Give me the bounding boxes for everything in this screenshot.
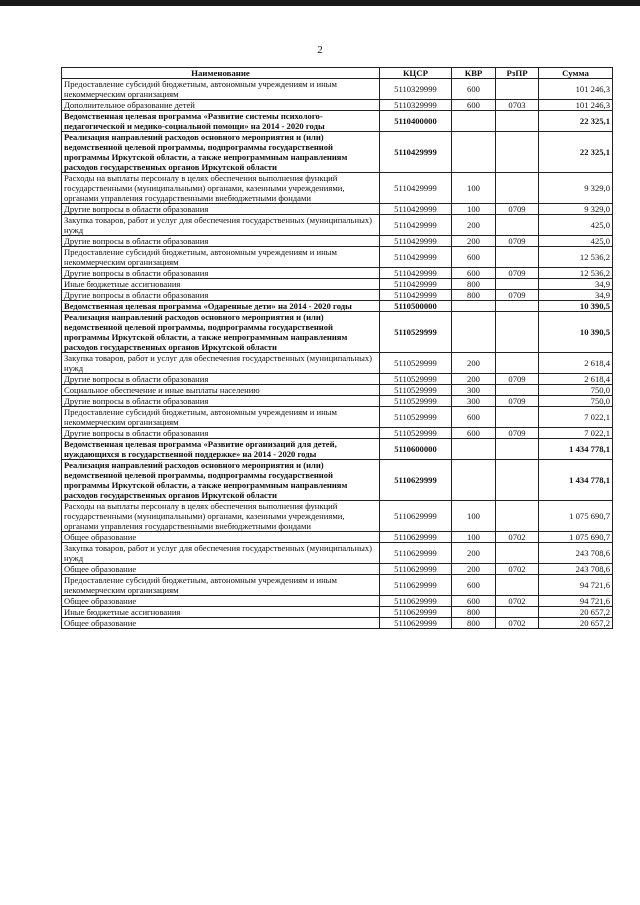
row-kvr-cell: 600 — [452, 428, 496, 439]
row-kcsr-cell: 5110629999 — [380, 618, 452, 629]
row-kcsr-cell: 5110529999 — [380, 385, 452, 396]
row-kcsr-cell: 5110629999 — [380, 532, 452, 543]
row-sum-cell: 2 618,4 — [539, 374, 613, 385]
row-rzpr-cell — [496, 407, 539, 428]
row-name-cell: Ведомственная целевая программа «Одаренные дети» на 2014 - 2020 годы — [62, 301, 380, 312]
row-kvr-cell: 200 — [452, 543, 496, 564]
row-sum-cell: 20 657,2 — [539, 618, 613, 629]
table-row — [62, 460, 613, 501]
table-header-row — [62, 68, 613, 79]
row-name-cell: Предоставление субсидий бюджетным, автономным учреждениям и иным некоммерческим организациям — [62, 407, 380, 428]
row-kvr-cell — [452, 439, 496, 460]
row-name-cell: Другие вопросы в области образования — [62, 204, 380, 215]
table-row — [62, 564, 613, 575]
row-kcsr-cell: 5110429999 — [380, 279, 452, 290]
scan-top-edge — [0, 0, 640, 6]
row-rzpr-cell: 0702 — [496, 618, 539, 629]
row-kcsr-cell: 5110429999 — [380, 268, 452, 279]
table-row — [62, 215, 613, 236]
row-kvr-cell: 200 — [452, 353, 496, 374]
table-row — [62, 374, 613, 385]
row-kvr-cell — [452, 132, 496, 173]
row-kcsr-cell: 5110629999 — [380, 575, 452, 596]
row-rzpr-cell: 0709 — [496, 428, 539, 439]
row-rzpr-cell — [496, 439, 539, 460]
table-row — [62, 236, 613, 247]
row-rzpr-cell: 0709 — [496, 236, 539, 247]
table-row — [62, 385, 613, 396]
row-kcsr-cell: 5110629999 — [380, 596, 452, 607]
row-rzpr-cell — [496, 385, 539, 396]
row-kcsr-cell: 5110529999 — [380, 374, 452, 385]
row-kcsr-cell: 5110429999 — [380, 215, 452, 236]
row-kcsr-cell: 5110429999 — [380, 290, 452, 301]
row-rzpr-cell: 0702 — [496, 532, 539, 543]
row-kvr-cell: 600 — [452, 268, 496, 279]
header-rzpr: РзПР — [496, 68, 539, 79]
table-row — [62, 100, 613, 111]
row-sum-cell: 22 325,1 — [539, 111, 613, 132]
table-row — [62, 407, 613, 428]
row-kvr-cell: 800 — [452, 290, 496, 301]
row-name-cell: Другие вопросы в области образования — [62, 396, 380, 407]
row-sum-cell: 10 390,5 — [539, 312, 613, 353]
row-sum-cell: 2 618,4 — [539, 353, 613, 374]
header-name: Наименование — [62, 68, 380, 79]
row-kvr-cell: 200 — [452, 564, 496, 575]
budget-table — [61, 67, 613, 629]
row-name-cell: Закупка товаров, работ и услуг для обеспечения государственных (муниципальных) нужд — [62, 353, 380, 374]
row-name-cell: Социальное обеспечение и иные выплаты населению — [62, 385, 380, 396]
table-row — [62, 396, 613, 407]
row-name-cell: Расходы на выплаты персоналу в целях обеспечения выполнения функций государственными (муниципальными) органами, казенными учреждениями, органами управления государственными внебюджетными фондами — [62, 173, 380, 204]
row-kvr-cell: 100 — [452, 204, 496, 215]
row-sum-cell: 1 434 778,1 — [539, 460, 613, 501]
row-sum-cell: 7 022,1 — [539, 428, 613, 439]
row-name-cell: Общее образование — [62, 596, 380, 607]
row-kvr-cell: 600 — [452, 575, 496, 596]
page-number: 2 — [317, 44, 323, 56]
table-row — [62, 312, 613, 353]
row-sum-cell: 12 536,2 — [539, 268, 613, 279]
table-row — [62, 79, 613, 100]
row-rzpr-cell: 0709 — [496, 396, 539, 407]
row-rzpr-cell — [496, 111, 539, 132]
row-kcsr-cell: 5110629999 — [380, 543, 452, 564]
row-name-cell: Предоставление субсидий бюджетным, автономным учреждениям и иным некоммерческим организациям — [62, 79, 380, 100]
row-kvr-cell: 100 — [452, 501, 496, 532]
row-kvr-cell: 200 — [452, 374, 496, 385]
row-kcsr-cell: 5110500000 — [380, 301, 452, 312]
table-row — [62, 279, 613, 290]
table-row — [62, 532, 613, 543]
row-kcsr-cell: 5110629999 — [380, 607, 452, 618]
row-name-cell: Ведомственная целевая программа «Развитие системы психолого-педагогической и медико-социальной помощи» на 2014 - 2020 годы — [62, 111, 380, 132]
row-rzpr-cell — [496, 215, 539, 236]
row-name-cell: Дополнительное образование детей — [62, 100, 380, 111]
row-kvr-cell: 100 — [452, 532, 496, 543]
row-rzpr-cell: 0703 — [496, 100, 539, 111]
row-rzpr-cell — [496, 312, 539, 353]
row-name-cell: Ведомственная целевая программа «Развитие организаций для детей, нуждающихся в государственной поддержке» на 2014 - 2020 годы — [62, 439, 380, 460]
row-sum-cell: 101 246,3 — [539, 100, 613, 111]
row-rzpr-cell: 0709 — [496, 204, 539, 215]
table-row — [62, 618, 613, 629]
row-sum-cell: 9 329,0 — [539, 204, 613, 215]
row-name-cell: Общее образование — [62, 532, 380, 543]
row-sum-cell: 22 325,1 — [539, 132, 613, 173]
row-kvr-cell — [452, 111, 496, 132]
row-name-cell: Другие вопросы в области образования — [62, 374, 380, 385]
row-rzpr-cell: 0709 — [496, 268, 539, 279]
table-row — [62, 204, 613, 215]
row-rzpr-cell — [496, 301, 539, 312]
row-kvr-cell: 600 — [452, 79, 496, 100]
row-kvr-cell: 600 — [452, 596, 496, 607]
row-sum-cell: 1 434 778,1 — [539, 439, 613, 460]
row-kcsr-cell: 5110429999 — [380, 132, 452, 173]
row-kvr-cell: 800 — [452, 607, 496, 618]
row-name-cell: Иные бюджетные ассигнования — [62, 279, 380, 290]
row-kcsr-cell: 5110629999 — [380, 501, 452, 532]
table-row — [62, 353, 613, 374]
row-kcsr-cell: 5110529999 — [380, 407, 452, 428]
row-name-cell: Другие вопросы в области образования — [62, 290, 380, 301]
row-kvr-cell: 800 — [452, 279, 496, 290]
row-kcsr-cell: 5110600000 — [380, 439, 452, 460]
row-name-cell: Другие вопросы в области образования — [62, 428, 380, 439]
row-name-cell: Закупка товаров, работ и услуг для обеспечения государственных (муниципальных) нужд — [62, 215, 380, 236]
row-name-cell: Предоставление субсидий бюджетным, автономным учреждениям и иным некоммерческим организациям — [62, 575, 380, 596]
row-sum-cell: 1 075 690,7 — [539, 532, 613, 543]
row-rzpr-cell — [496, 501, 539, 532]
row-rzpr-cell — [496, 353, 539, 374]
row-name-cell: Другие вопросы в области образования — [62, 236, 380, 247]
row-name-cell: Другие вопросы в области образования — [62, 268, 380, 279]
row-sum-cell: 243 708,6 — [539, 564, 613, 575]
row-sum-cell: 20 657,2 — [539, 607, 613, 618]
row-sum-cell: 94 721,6 — [539, 596, 613, 607]
row-kvr-cell: 300 — [452, 396, 496, 407]
row-rzpr-cell — [496, 607, 539, 618]
row-kcsr-cell: 5110329999 — [380, 79, 452, 100]
row-name-cell: Общее образование — [62, 564, 380, 575]
row-name-cell: Иные бюджетные ассигнования — [62, 607, 380, 618]
row-sum-cell: 7 022,1 — [539, 407, 613, 428]
row-name-cell: Реализация направлений расходов основного мероприятия и (или) ведомственной целевой программы, подпрограммы государственной программы Иркутской области, а также непрограммным направлениям расходов государственных органов Иркутской области — [62, 312, 380, 353]
row-kcsr-cell: 5110529999 — [380, 312, 452, 353]
row-kcsr-cell: 5110529999 — [380, 353, 452, 374]
row-kcsr-cell: 5110429999 — [380, 204, 452, 215]
row-kvr-cell: 600 — [452, 407, 496, 428]
row-kvr-cell: 200 — [452, 236, 496, 247]
row-kcsr-cell: 5110329999 — [380, 100, 452, 111]
row-sum-cell: 10 390,5 — [539, 301, 613, 312]
row-kvr-cell — [452, 312, 496, 353]
row-sum-cell: 425,0 — [539, 215, 613, 236]
row-kvr-cell: 100 — [452, 173, 496, 204]
row-name-cell: Реализация направлений расходов основного мероприятия и (или) ведомственной целевой программы, подпрограммы государственной программы Иркутской области, а также непрограммным направлениям расходов государственных органов Иркутской области — [62, 460, 380, 501]
row-rzpr-cell — [496, 279, 539, 290]
table-row — [62, 132, 613, 173]
table-row — [62, 290, 613, 301]
table-row — [62, 596, 613, 607]
row-name-cell: Закупка товаров, работ и услуг для обеспечения государственных (муниципальных) нужд — [62, 543, 380, 564]
table-row — [62, 607, 613, 618]
row-sum-cell: 34,9 — [539, 290, 613, 301]
row-sum-cell: 243 708,6 — [539, 543, 613, 564]
table-row — [62, 439, 613, 460]
row-sum-cell: 101 246,3 — [539, 79, 613, 100]
row-name-cell: Реализация направлений расходов основного мероприятия и (или) ведомственной целевой программы, подпрограммы государственной программы Иркутской области, а также непрограммным направлениям расходов государственных органов Иркутской области — [62, 132, 380, 173]
row-kcsr-cell: 5110429999 — [380, 247, 452, 268]
table-row — [62, 247, 613, 268]
row-sum-cell: 425,0 — [539, 236, 613, 247]
header-sum: Сумма — [539, 68, 613, 79]
row-sum-cell: 750,0 — [539, 396, 613, 407]
table-row — [62, 111, 613, 132]
row-kcsr-cell: 5110629999 — [380, 460, 452, 501]
table-row — [62, 575, 613, 596]
row-kvr-cell — [452, 460, 496, 501]
row-rzpr-cell: 0702 — [496, 564, 539, 575]
table-row — [62, 173, 613, 204]
row-rzpr-cell: 0702 — [496, 596, 539, 607]
table-row — [62, 428, 613, 439]
row-name-cell: Предоставление субсидий бюджетным, автономным учреждениям и иным некоммерческим организациям — [62, 247, 380, 268]
row-rzpr-cell: 0709 — [496, 374, 539, 385]
table-row — [62, 268, 613, 279]
row-kcsr-cell: 5110400000 — [380, 111, 452, 132]
row-rzpr-cell — [496, 132, 539, 173]
row-sum-cell: 12 536,2 — [539, 247, 613, 268]
header-kcsr: КЦСР — [380, 68, 452, 79]
row-rzpr-cell — [496, 460, 539, 501]
row-rzpr-cell: 0709 — [496, 290, 539, 301]
row-name-cell: Общее образование — [62, 618, 380, 629]
row-rzpr-cell — [496, 79, 539, 100]
row-sum-cell: 34,9 — [539, 279, 613, 290]
row-kvr-cell: 800 — [452, 618, 496, 629]
table-row — [62, 543, 613, 564]
row-sum-cell: 94 721,6 — [539, 575, 613, 596]
row-kvr-cell — [452, 301, 496, 312]
row-rzpr-cell — [496, 575, 539, 596]
row-kcsr-cell: 5110629999 — [380, 564, 452, 575]
row-sum-cell: 9 329,0 — [539, 173, 613, 204]
row-kcsr-cell: 5110529999 — [380, 396, 452, 407]
row-kvr-cell: 300 — [452, 385, 496, 396]
row-rzpr-cell — [496, 247, 539, 268]
header-kvr: КВР — [452, 68, 496, 79]
table-row — [62, 501, 613, 532]
row-kcsr-cell: 5110429999 — [380, 173, 452, 204]
row-sum-cell: 1 075 690,7 — [539, 501, 613, 532]
row-kvr-cell: 200 — [452, 215, 496, 236]
row-kcsr-cell: 5110429999 — [380, 236, 452, 247]
row-kvr-cell: 600 — [452, 247, 496, 268]
row-kcsr-cell: 5110529999 — [380, 428, 452, 439]
row-kvr-cell: 600 — [452, 100, 496, 111]
row-rzpr-cell — [496, 173, 539, 204]
table-row — [62, 301, 613, 312]
row-sum-cell: 750,0 — [539, 385, 613, 396]
row-rzpr-cell — [496, 543, 539, 564]
row-name-cell: Расходы на выплаты персоналу в целях обеспечения выполнения функций государственными (муниципальными) органами, казенными учреждениями, органами управления государственными внебюджетными фондами — [62, 501, 380, 532]
